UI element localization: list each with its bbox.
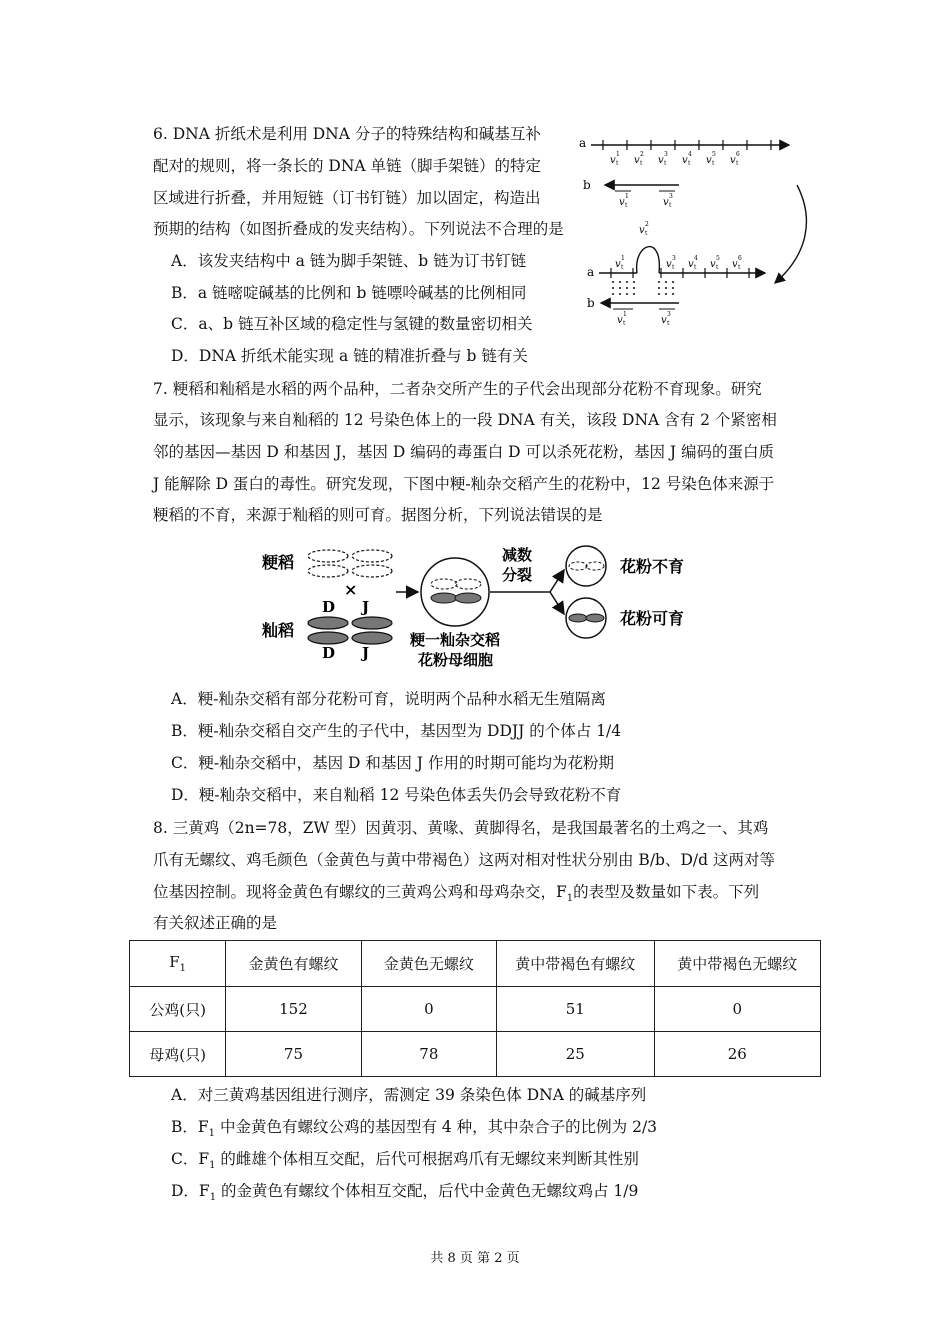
hybrid-chromosomes bbox=[431, 579, 481, 603]
hairpin-loop bbox=[637, 247, 660, 273]
table-cell: 152 bbox=[226, 987, 361, 1032]
table-header: 金黄色有螺纹 bbox=[226, 941, 361, 987]
meiosis-label-2: 分裂 bbox=[502, 566, 533, 584]
fertile-label: 花粉可育 bbox=[620, 609, 685, 628]
sub-t: t bbox=[645, 230, 648, 237]
sub-t: t bbox=[716, 264, 719, 271]
sup: 3 bbox=[667, 311, 671, 318]
q6-option-c: C．a、b 链互补区域的稳定性与氢键的数量密切相关 bbox=[171, 315, 533, 333]
fold-arrow bbox=[775, 185, 806, 283]
sub-t: t bbox=[623, 320, 626, 327]
sub-t: t bbox=[640, 160, 643, 167]
hybrid-label-2: 花粉母细胞 bbox=[418, 651, 494, 669]
table-cell: 51 bbox=[497, 987, 654, 1032]
q7-line-1: 7. 粳稻和籼稻是水稻的两个品种，二者杂交所产生的子代会出现部分花粉不育现象。研究 bbox=[153, 380, 762, 398]
rice-hybrid-figure bbox=[250, 540, 710, 675]
q7-option-a: A．粳-籼杂交稻有部分花粉可育，说明两个品种水稻无生殖隔离 bbox=[171, 690, 606, 708]
sup: 4 bbox=[688, 151, 692, 158]
sup: 6 bbox=[738, 255, 742, 262]
table-cell: 75 bbox=[226, 1032, 361, 1077]
meiosis-arrow-fertile bbox=[550, 592, 564, 614]
sup: 5 bbox=[712, 151, 716, 158]
hybrid-label-1: 粳一籼杂交稻 bbox=[410, 631, 501, 649]
strand-a-label-top: a bbox=[579, 136, 587, 150]
v-label: v bbox=[617, 315, 623, 326]
strand-a-label-bottom: a bbox=[587, 265, 595, 279]
sub-t: t bbox=[694, 264, 697, 271]
page-footer: 共 8 页 第 2 页 bbox=[430, 1251, 520, 1266]
sub-t: t bbox=[736, 160, 739, 167]
table-cell: 0 bbox=[654, 987, 821, 1032]
v-label: v bbox=[732, 259, 738, 270]
q7-line-3: 邻的基因—基因 D 和基因 J，基因 D 编码的毒蛋白 D 可以杀死花粉，基因 J 编码的蛋白质 bbox=[153, 443, 775, 461]
sub-t: t bbox=[688, 160, 691, 167]
sterile-label: 花粉不育 bbox=[620, 557, 685, 576]
v-label: v bbox=[730, 155, 736, 166]
q7-option-b: B．粳-籼杂交稻自交产生的子代中，基因型为 DDJJ 的个体占 1/4 bbox=[171, 722, 622, 740]
table-header-row bbox=[130, 941, 821, 987]
sup: 6 bbox=[736, 151, 740, 158]
q7-line-4: J 能解除 D 蛋白的毒性。研究发现，下图中粳-籼杂交稻产生的花粉中，12 号染色体来源于 bbox=[153, 475, 775, 493]
sup: 3 bbox=[672, 255, 676, 262]
v-label: v bbox=[610, 155, 616, 166]
fertile-chromosome bbox=[569, 614, 604, 622]
gene-d-bottom: D bbox=[322, 644, 336, 662]
table-header: 金黄色无螺纹 bbox=[361, 941, 496, 987]
sup: 1 bbox=[625, 193, 629, 200]
table-header: 黄中带褐色有螺纹 bbox=[497, 941, 654, 987]
gene-j-bottom: J bbox=[362, 644, 370, 662]
meiosis-label-1: 减数 bbox=[502, 546, 533, 564]
sub-t: t bbox=[738, 264, 741, 271]
sub-t: t bbox=[712, 160, 715, 167]
v-label: v bbox=[710, 259, 716, 270]
q6-line-1: 6. DNA 折纸术是利用 DNA 分子的特殊结构和碱基互补 bbox=[153, 125, 541, 143]
indica-chromosomes bbox=[308, 617, 392, 644]
v-label: v bbox=[615, 259, 621, 270]
indica-label: 籼稻 bbox=[262, 621, 295, 640]
v-label: v bbox=[688, 259, 694, 270]
table-row-label: 公鸡(只) bbox=[130, 987, 226, 1032]
v-label: v bbox=[663, 197, 669, 208]
q8-line-3: 位基因控制。现将金黄色有螺纹的三黄鸡公鸡和母鸡杂交，$F_1$的表型及数量如下表。下列 bbox=[153, 883, 760, 905]
sub-t: t bbox=[616, 160, 619, 167]
v-label: v bbox=[639, 225, 645, 236]
sub-t: t bbox=[664, 160, 667, 167]
dna-hairpin-figure bbox=[575, 125, 815, 335]
table-cell: 78 bbox=[361, 1032, 496, 1077]
sub-t: t bbox=[667, 320, 670, 327]
cross-symbol: × bbox=[344, 580, 358, 599]
table-row bbox=[130, 987, 821, 1032]
table-cell: 26 bbox=[654, 1032, 821, 1077]
table-header-f1: $F_1$ bbox=[130, 941, 226, 987]
strand-b-label-top: b bbox=[583, 178, 591, 192]
q6-option-b: B．a 链嘧啶碱基的比例和 b 链嘌呤碱基的比例相同 bbox=[171, 284, 527, 302]
q6-line-3: 区域进行折叠，并用短链（订书钉链）加以固定，构造出 bbox=[153, 189, 541, 207]
q8-option-a: A．对三黄鸡基因组进行测序，需测定 39 条染色体 DNA 的碱基序列 bbox=[171, 1086, 647, 1104]
q6-option-d: D．DNA 折纸术能实现 a 链的精准折叠与 b 链有关 bbox=[171, 347, 528, 365]
q8-line-1: 8. 三黄鸡（2n=78，ZW 型）因黄羽、黄喙、黄脚得名，是我国最著名的土鸡之一、其鸡 bbox=[153, 819, 769, 837]
sup: 5 bbox=[716, 255, 720, 262]
q7-line-5: 粳稻的不育，来源于籼稻的则可育。据图分析，下列说法错误的是 bbox=[153, 506, 603, 524]
q6-line-4: 预期的结构（如图折叠成的发夹结构）。下列说法不合理的是 bbox=[153, 220, 564, 238]
q7-line-2: 显示，该现象与来自籼稻的 12 号染色体上的一段 DNA 有关，该段 DNA 含有 2 个紧密相 bbox=[153, 411, 777, 429]
table-row-label: 母鸡(只) bbox=[130, 1032, 226, 1077]
sub-t: t bbox=[621, 264, 624, 271]
sup: 4 bbox=[694, 255, 698, 262]
strand-b-label-bottom: b bbox=[587, 296, 595, 310]
sup: 3 bbox=[669, 193, 673, 200]
q6-option-a: A．该发夹结构中 a 链为脚手架链、b 链为订书钉链 bbox=[171, 252, 527, 270]
gene-j-top: J bbox=[362, 598, 370, 616]
q8-line-2: 爪有无螺纹、鸡毛颜色（金黄色与黄中带褐色）这两对相对性状分别由 B/b、D/d 这两对等 bbox=[153, 851, 775, 869]
sub-t: t bbox=[625, 202, 628, 209]
sup: 1 bbox=[623, 311, 627, 318]
table-row bbox=[130, 1032, 821, 1077]
sub-t: t bbox=[672, 264, 675, 271]
f1-table bbox=[129, 940, 821, 1077]
v-label: v bbox=[634, 155, 640, 166]
sup: 2 bbox=[640, 151, 644, 158]
v-label: v bbox=[619, 197, 625, 208]
table-header: 黄中带褐色无螺纹 bbox=[654, 941, 821, 987]
q8-option-c: C．$F_1$ 的雌雄个体相互交配，后代可根据鸡爪有无螺纹来判断其性别 bbox=[171, 1150, 639, 1172]
v-label: v bbox=[706, 155, 712, 166]
sup: 1 bbox=[621, 255, 625, 262]
meiosis-arrow-sterile bbox=[550, 570, 564, 592]
hybrid-cell bbox=[421, 558, 489, 626]
v-label: v bbox=[682, 155, 688, 166]
sterile-chromosome bbox=[569, 562, 604, 570]
japonica-label: 粳稻 bbox=[262, 553, 295, 572]
v-label: v bbox=[658, 155, 664, 166]
q7-option-c: C．粳-籼杂交稻中，基因 D 和基因 J 作用的时期可能均为花粉期 bbox=[171, 754, 614, 772]
sup: 1 bbox=[616, 151, 620, 158]
sub-t: t bbox=[669, 202, 672, 209]
gene-d-top: D bbox=[322, 598, 336, 616]
v-label: v bbox=[666, 259, 672, 270]
q8-line-4: 有关叙述正确的是 bbox=[153, 914, 278, 932]
q8-option-b: B．$F_1$ 中金黄色有螺纹公鸡的基因型有 4 种，其中杂合子的比例为 2/3 bbox=[171, 1118, 658, 1140]
sup: 2 bbox=[645, 221, 649, 228]
table-cell: 0 bbox=[361, 987, 496, 1032]
sup: 3 bbox=[664, 151, 668, 158]
japonica-chromosomes bbox=[308, 550, 392, 577]
table-cell: 25 bbox=[497, 1032, 654, 1077]
q6-line-2: 配对的规则，将一条长的 DNA 单链（脚手架链）的特定 bbox=[153, 157, 542, 175]
v-label: v bbox=[661, 315, 667, 326]
q8-option-d: D．$F_1$ 的金黄色有螺纹个体相互交配，后代中金黄色无螺纹鸡占 1/9 bbox=[171, 1182, 639, 1204]
hydrogen-bonds bbox=[612, 281, 674, 295]
q7-option-d: D．粳-籼杂交稻中，来自籼稻 12 号染色体丢失仍会导致花粉不育 bbox=[171, 786, 622, 804]
